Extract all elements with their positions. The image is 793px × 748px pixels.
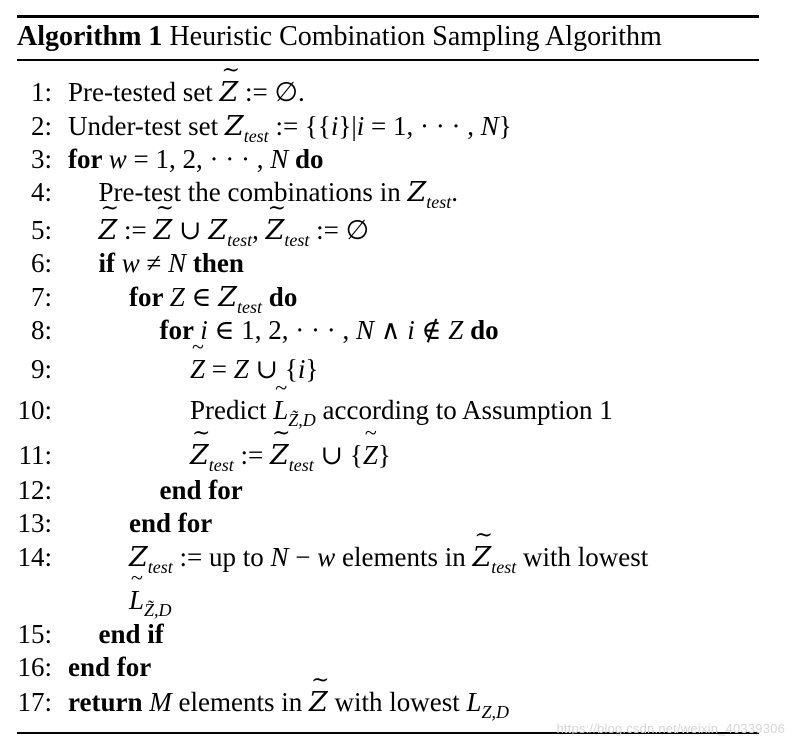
text: Predict <box>190 395 274 425</box>
line-code <box>99 618 164 650</box>
line-number: 1: <box>30 77 52 107</box>
set-symbol: Z <box>129 542 148 573</box>
text: , <box>252 215 266 245</box>
line-code <box>68 76 305 109</box>
keyword: then <box>186 248 244 278</box>
math-symbol: L <box>466 687 482 717</box>
tilde-set-symbol: ~ Z <box>270 440 289 472</box>
math-symbol: N <box>270 542 289 572</box>
keyword: end if <box>98 619 164 649</box>
text: ∧ <box>374 315 408 345</box>
math-symbol: N <box>480 111 499 141</box>
line-number: 7: <box>30 282 52 312</box>
subscript: test <box>147 557 173 577</box>
algorithm-title: Heuristic Combination Sampling Algorithm <box>169 21 662 52</box>
subscript: test <box>288 455 314 475</box>
line-number: 13: <box>17 508 52 538</box>
subscript: Z,D <box>481 702 510 722</box>
keyword: end for <box>68 652 152 682</box>
tilde-set-symbol: ~ Z <box>154 215 173 247</box>
text: ∈ <box>184 282 219 312</box>
subscript: test <box>227 230 253 250</box>
set-symbol: Z <box>224 111 244 142</box>
text: Under-test set <box>68 111 225 141</box>
subscript: test <box>491 557 517 577</box>
keyword: for <box>129 282 170 312</box>
line-code <box>129 507 212 539</box>
line-number: 10: <box>17 395 52 425</box>
line-number: 4: <box>30 177 52 207</box>
keyword: if <box>98 248 122 278</box>
text: := ∅ <box>309 215 370 245</box>
text: according to Assumption 1 <box>315 395 613 425</box>
text: Pre-test the combinations in <box>98 177 408 207</box>
text: = 1, 2, · · · , <box>126 144 271 174</box>
text: elements in <box>335 542 473 572</box>
line-code <box>68 651 151 683</box>
line-number: 6: <box>30 248 52 278</box>
keyword: return <box>68 687 150 717</box>
math-symbol: w <box>317 542 336 572</box>
text: } <box>498 111 512 141</box>
tilde-math-symbol: ~ Z <box>363 439 378 471</box>
keyword: for <box>159 315 201 345</box>
set-symbol: Z <box>208 215 228 246</box>
text: := {{ <box>268 111 331 141</box>
tilde-math-symbol: ~ L <box>273 394 288 426</box>
text: elements in <box>171 687 309 717</box>
math-symbol: i <box>356 111 365 141</box>
line-number: 14: <box>17 542 52 572</box>
line-code <box>160 314 499 346</box>
tilde-set-symbol: ~ Z <box>309 687 328 719</box>
text: ∉ <box>414 315 449 345</box>
math-symbol: i <box>407 315 415 345</box>
keyword: do <box>262 282 298 312</box>
keyword: do <box>288 144 324 174</box>
text: } <box>305 354 319 384</box>
text: ∪ { <box>313 440 363 470</box>
math-symbol: i <box>297 354 306 384</box>
tilde-set-symbol: ~ Z <box>190 440 209 472</box>
line-number: 15: <box>17 619 52 649</box>
tilde-set-symbol: ~ Z <box>472 542 491 574</box>
subscript: test <box>426 192 452 212</box>
text: ∪ <box>172 215 209 245</box>
tilde-set-symbol: ~ Z <box>219 77 238 109</box>
text: := up to <box>172 542 271 572</box>
set-symbol: Z <box>407 177 427 208</box>
text: with lowest <box>516 542 649 572</box>
line-number: 17: <box>17 687 52 717</box>
tilde-math-symbol: ~ L <box>129 584 144 616</box>
algorithm-caption <box>17 18 662 56</box>
subscript: Z̃,D <box>288 410 316 430</box>
text: := <box>233 440 270 470</box>
line-number: 3: <box>30 144 52 174</box>
subscript: test <box>208 455 234 475</box>
text: ∈ 1, 2, · · · , <box>207 315 356 345</box>
math-symbol: M <box>149 687 172 717</box>
subscript: Z̃,D <box>144 600 172 620</box>
line-code <box>99 247 244 279</box>
keyword: end for <box>159 475 243 505</box>
text: ∪ { <box>248 354 298 384</box>
text: } <box>377 440 391 470</box>
text: Pre-tested set <box>68 77 220 107</box>
text: with lowest <box>327 687 467 717</box>
subscript: test <box>243 126 269 146</box>
text: = <box>205 354 234 384</box>
line-number: 11: <box>18 440 52 470</box>
math-symbol: i <box>200 315 208 345</box>
line-number: 9: <box>30 354 52 384</box>
subscript: test <box>237 297 263 317</box>
tilde-set-symbol: ~ Z <box>99 215 118 247</box>
math-symbol: w <box>108 144 127 174</box>
math-symbol: N <box>270 144 289 174</box>
line-number: 16: <box>17 652 52 682</box>
algorithm-label: Algorithm 1 <box>17 21 163 52</box>
text: . <box>451 177 458 207</box>
math-symbol: N <box>168 248 187 278</box>
keyword: do <box>463 315 499 345</box>
subscript: test <box>284 230 310 250</box>
line-code <box>190 394 613 436</box>
text: }| <box>338 111 357 141</box>
line-number: 8: <box>30 315 52 345</box>
line-code <box>129 541 648 583</box>
math-symbol: Z <box>233 354 249 384</box>
line-number: 5: <box>30 215 52 245</box>
line-code <box>68 686 509 728</box>
watermark: https://blog.csdn.net/weixin_40339306 <box>556 721 785 736</box>
tilde-math-symbol: ~ Z <box>190 353 205 385</box>
text: := ∅. <box>238 77 305 107</box>
line-number: 2: <box>30 111 52 141</box>
math-symbol: i <box>330 111 339 141</box>
math-symbol: N <box>355 315 374 345</box>
line-code <box>190 353 318 385</box>
set-symbol: Z <box>218 282 238 313</box>
keyword: for <box>68 144 109 174</box>
text: := <box>117 215 154 245</box>
text: = 1, · · · , <box>364 111 481 141</box>
math-symbol: Z <box>448 315 464 345</box>
line-number: 12: <box>17 475 52 505</box>
tilde-set-symbol: ~ Z <box>266 215 285 247</box>
math-symbol: w <box>121 248 140 278</box>
line-code <box>68 143 324 175</box>
keyword: end for <box>129 508 213 538</box>
line-code <box>160 474 243 506</box>
caption-rule <box>17 59 759 61</box>
text: − <box>288 542 318 572</box>
text: ≠ <box>139 248 169 278</box>
math-symbol: Z <box>169 282 185 312</box>
